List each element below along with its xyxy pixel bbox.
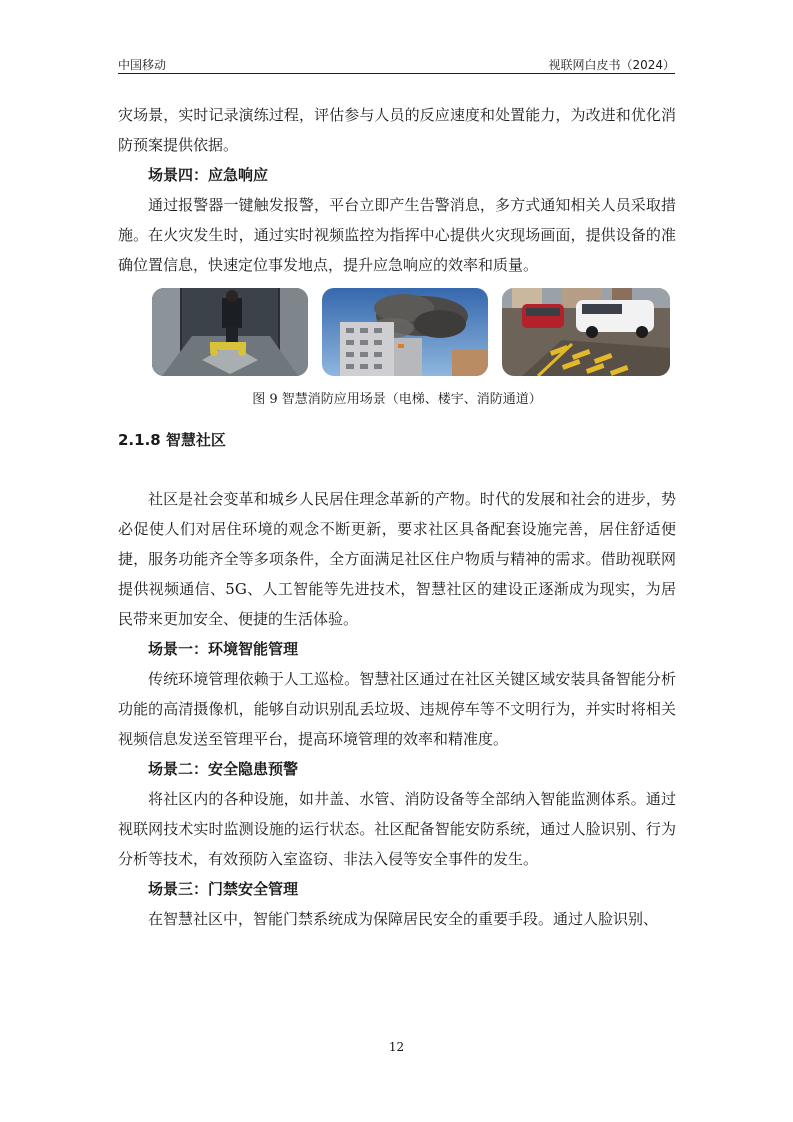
elevator-photo: [152, 288, 308, 376]
scene4-heading: 场景四：应急响应: [148, 166, 269, 184]
scene4-paragraph: 通过报警器一键触发报警，平台立即产生告警消息，多方式通知相关人员采取措施。在火灾发生时，通过实时视频监控为指挥中心提供火灾现场画面，提供设备的准确位置信息，快速定位事发地点，提升应急响应的效率和质量。: [118, 196, 676, 274]
page-content: [118, 100, 676, 934]
scene3-heading: 场景三：门禁安全管理: [148, 880, 299, 898]
section-heading: 2.1.8 智慧社区: [118, 431, 226, 449]
header-divider: [118, 73, 675, 74]
fire-lane-photo: [502, 288, 670, 376]
scene3-paragraph: 在智慧社区中，智能门禁系统成为保障居民安全的重要手段。通过人脸识别、: [148, 910, 659, 928]
section-intro-paragraph: 社区是社会变革和城乡人民居住理念革新的产物。时代的发展和社会的进步，势必促使人们对居住环境的观念不断更新，要求社区具备配套设施完善，居住舒适便捷，服务功能齐全等多项条件，全方面满足社区住户物质与精神的需求。借助视联网提供视频通信、5G、人工智能等先进技术，智慧社区的建设正逐渐成为现实，为居民带来更加安全、便捷的生活体验。: [118, 490, 676, 628]
figure-caption: 图 9 智慧消防应用场景（电梯、楼宇、消防通道）: [252, 392, 542, 407]
building-fire-photo: [322, 288, 488, 376]
scene2-paragraph: 将社区内的各种设施，如井盖、水管、消防设备等全部纳入智能监测体系。通过视联网技术实时监测设施的运行状态。社区配备智能安防系统，通过人脸识别、行为分析等技术，有效预防入室盗窃、非法入侵等安全事件的发生。: [118, 790, 676, 868]
page-header: [118, 56, 675, 74]
scene1-paragraph: 传统环境管理依赖于人工巡检。智慧社区通过在社区关键区域安装具备智能分析功能的高清摄像机，能够自动识别乱丢垃圾、违规停车等不文明行为，并实时将相关视频信息发送至管理平台，提高环境管理的效率和精准度。: [118, 670, 676, 748]
paragraph-continued: 灾场景，实时记录演练过程，评估参与人员的反应速度和处置能力，为改进和优化消防预案提供依据。: [118, 106, 676, 154]
figure-9: [118, 288, 676, 380]
page-number: 12: [388, 1040, 405, 1054]
scene2-heading: 场景二：安全隐患预警: [148, 760, 299, 778]
header-doc-title: 视联网白皮书（2024）: [548, 58, 675, 72]
scene1-heading: 场景一：环境智能管理: [148, 640, 299, 658]
header-org: 中国移动: [118, 58, 167, 72]
